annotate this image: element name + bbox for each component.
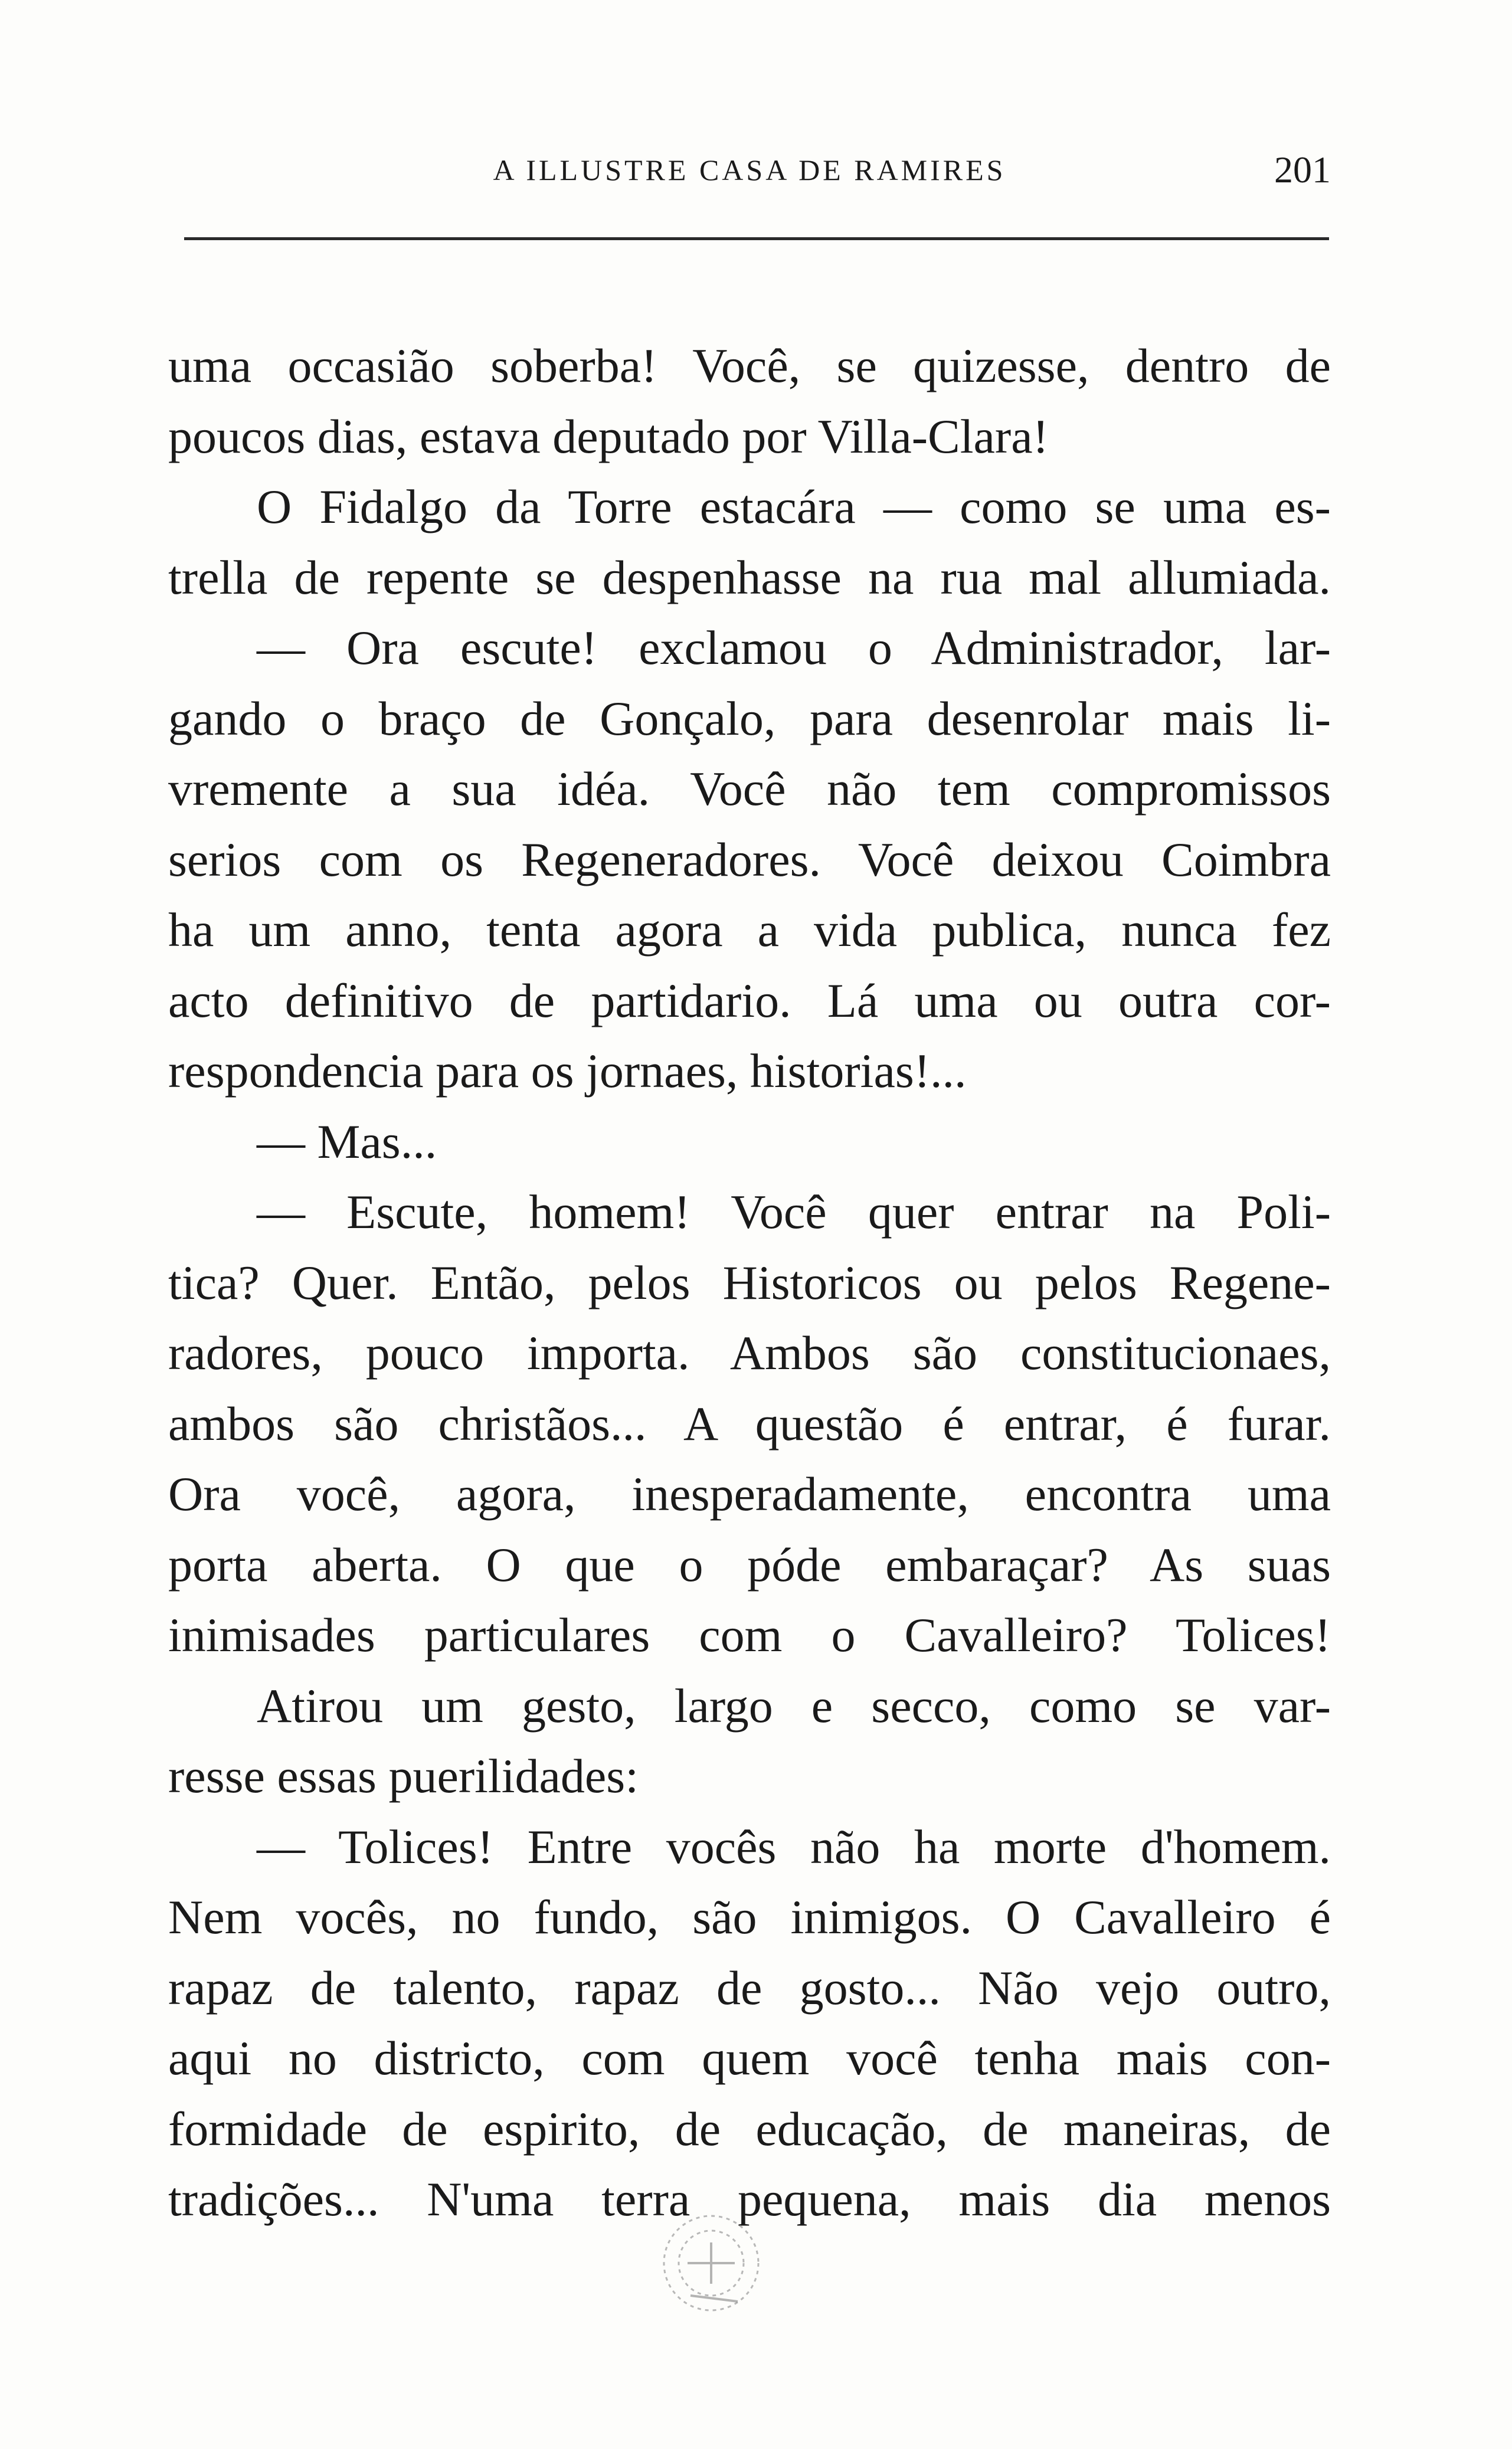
running-title: A ILLUSTRE CASA DE RAMIRES xyxy=(493,153,1006,186)
text-line: ambos são christãos... A questão é entrar, é furar. xyxy=(168,1396,1331,1451)
header-rule xyxy=(184,237,1329,240)
text-line: Nem vocês, no fundo, são inimigos. O Cavalleiro é xyxy=(168,1890,1331,1944)
text-line: respondencia para os jornaes, historias!... xyxy=(168,1044,967,1098)
text-line: resse essas puerilidades: xyxy=(168,1749,639,1803)
text-line: formidade de espirito, de educação, de maneiras, de xyxy=(168,2101,1331,2156)
text-line: Ora você, agora, inesperadamente, encontra uma xyxy=(168,1467,1331,1521)
text-line: uma occasião soberba! Você, se quizesse, dentro de xyxy=(168,339,1331,392)
text-line: Atirou um gesto, largo e secco, como se var- xyxy=(257,1678,1331,1733)
text-line: aqui no districto, com quem você tenha mais con- xyxy=(168,2031,1331,2085)
text-line: trella de repente se despenhasse na rua mal allumiada. xyxy=(168,550,1331,604)
text-line: gando o braço de Gonçalo, para desenrolar mais li- xyxy=(168,691,1331,745)
text-line: — Tolices! Entre vocês não ha morte d'homem. xyxy=(257,1819,1331,1874)
text-line: — Ora escute! exclamou o Administrador, lar- xyxy=(257,621,1331,675)
text-line: O Fidalgo da Torre estacára — como se uma es- xyxy=(257,480,1331,533)
text-line: poucos dias, estava deputado por Villa-Clara! xyxy=(168,409,1049,463)
text-line: serios com os Regeneradores. Você deixou Coimbra xyxy=(168,832,1331,886)
text-line: porta aberta. O que o póde embaraçar? As suas xyxy=(168,1537,1331,1592)
page-number: 201 xyxy=(1274,149,1331,191)
text-line: tradições... N'uma terra pequena, mais dia menos xyxy=(168,2172,1331,2226)
text-line: acto definitivo de partidario. Lá uma ou outra cor- xyxy=(168,973,1331,1027)
library-stamp-icon xyxy=(655,2207,767,2319)
body-text xyxy=(168,330,1331,2235)
running-head xyxy=(168,146,1331,194)
text-line: — Escute, homem! Você quer entrar na Poli- xyxy=(257,1185,1331,1239)
text-line: inimisades particulares com o Cavalleiro? Tolices! xyxy=(168,1608,1331,1662)
text-line: tica? Quer. Então, pelos Historicos ou pelos Regene- xyxy=(168,1255,1331,1309)
text-line: rapaz de talento, rapaz de gosto... Não vejo outro, xyxy=(168,1960,1331,2015)
text-line: vremente a sua idéa. Você não tem compromissos xyxy=(168,762,1331,816)
text-line: radores, pouco importa. Ambos são constitucionaes, xyxy=(168,1326,1331,1380)
text-line: ha um anno, tenta agora a vida publica, nunca fez xyxy=(168,903,1331,957)
text-line: — Mas... xyxy=(257,1114,437,1168)
